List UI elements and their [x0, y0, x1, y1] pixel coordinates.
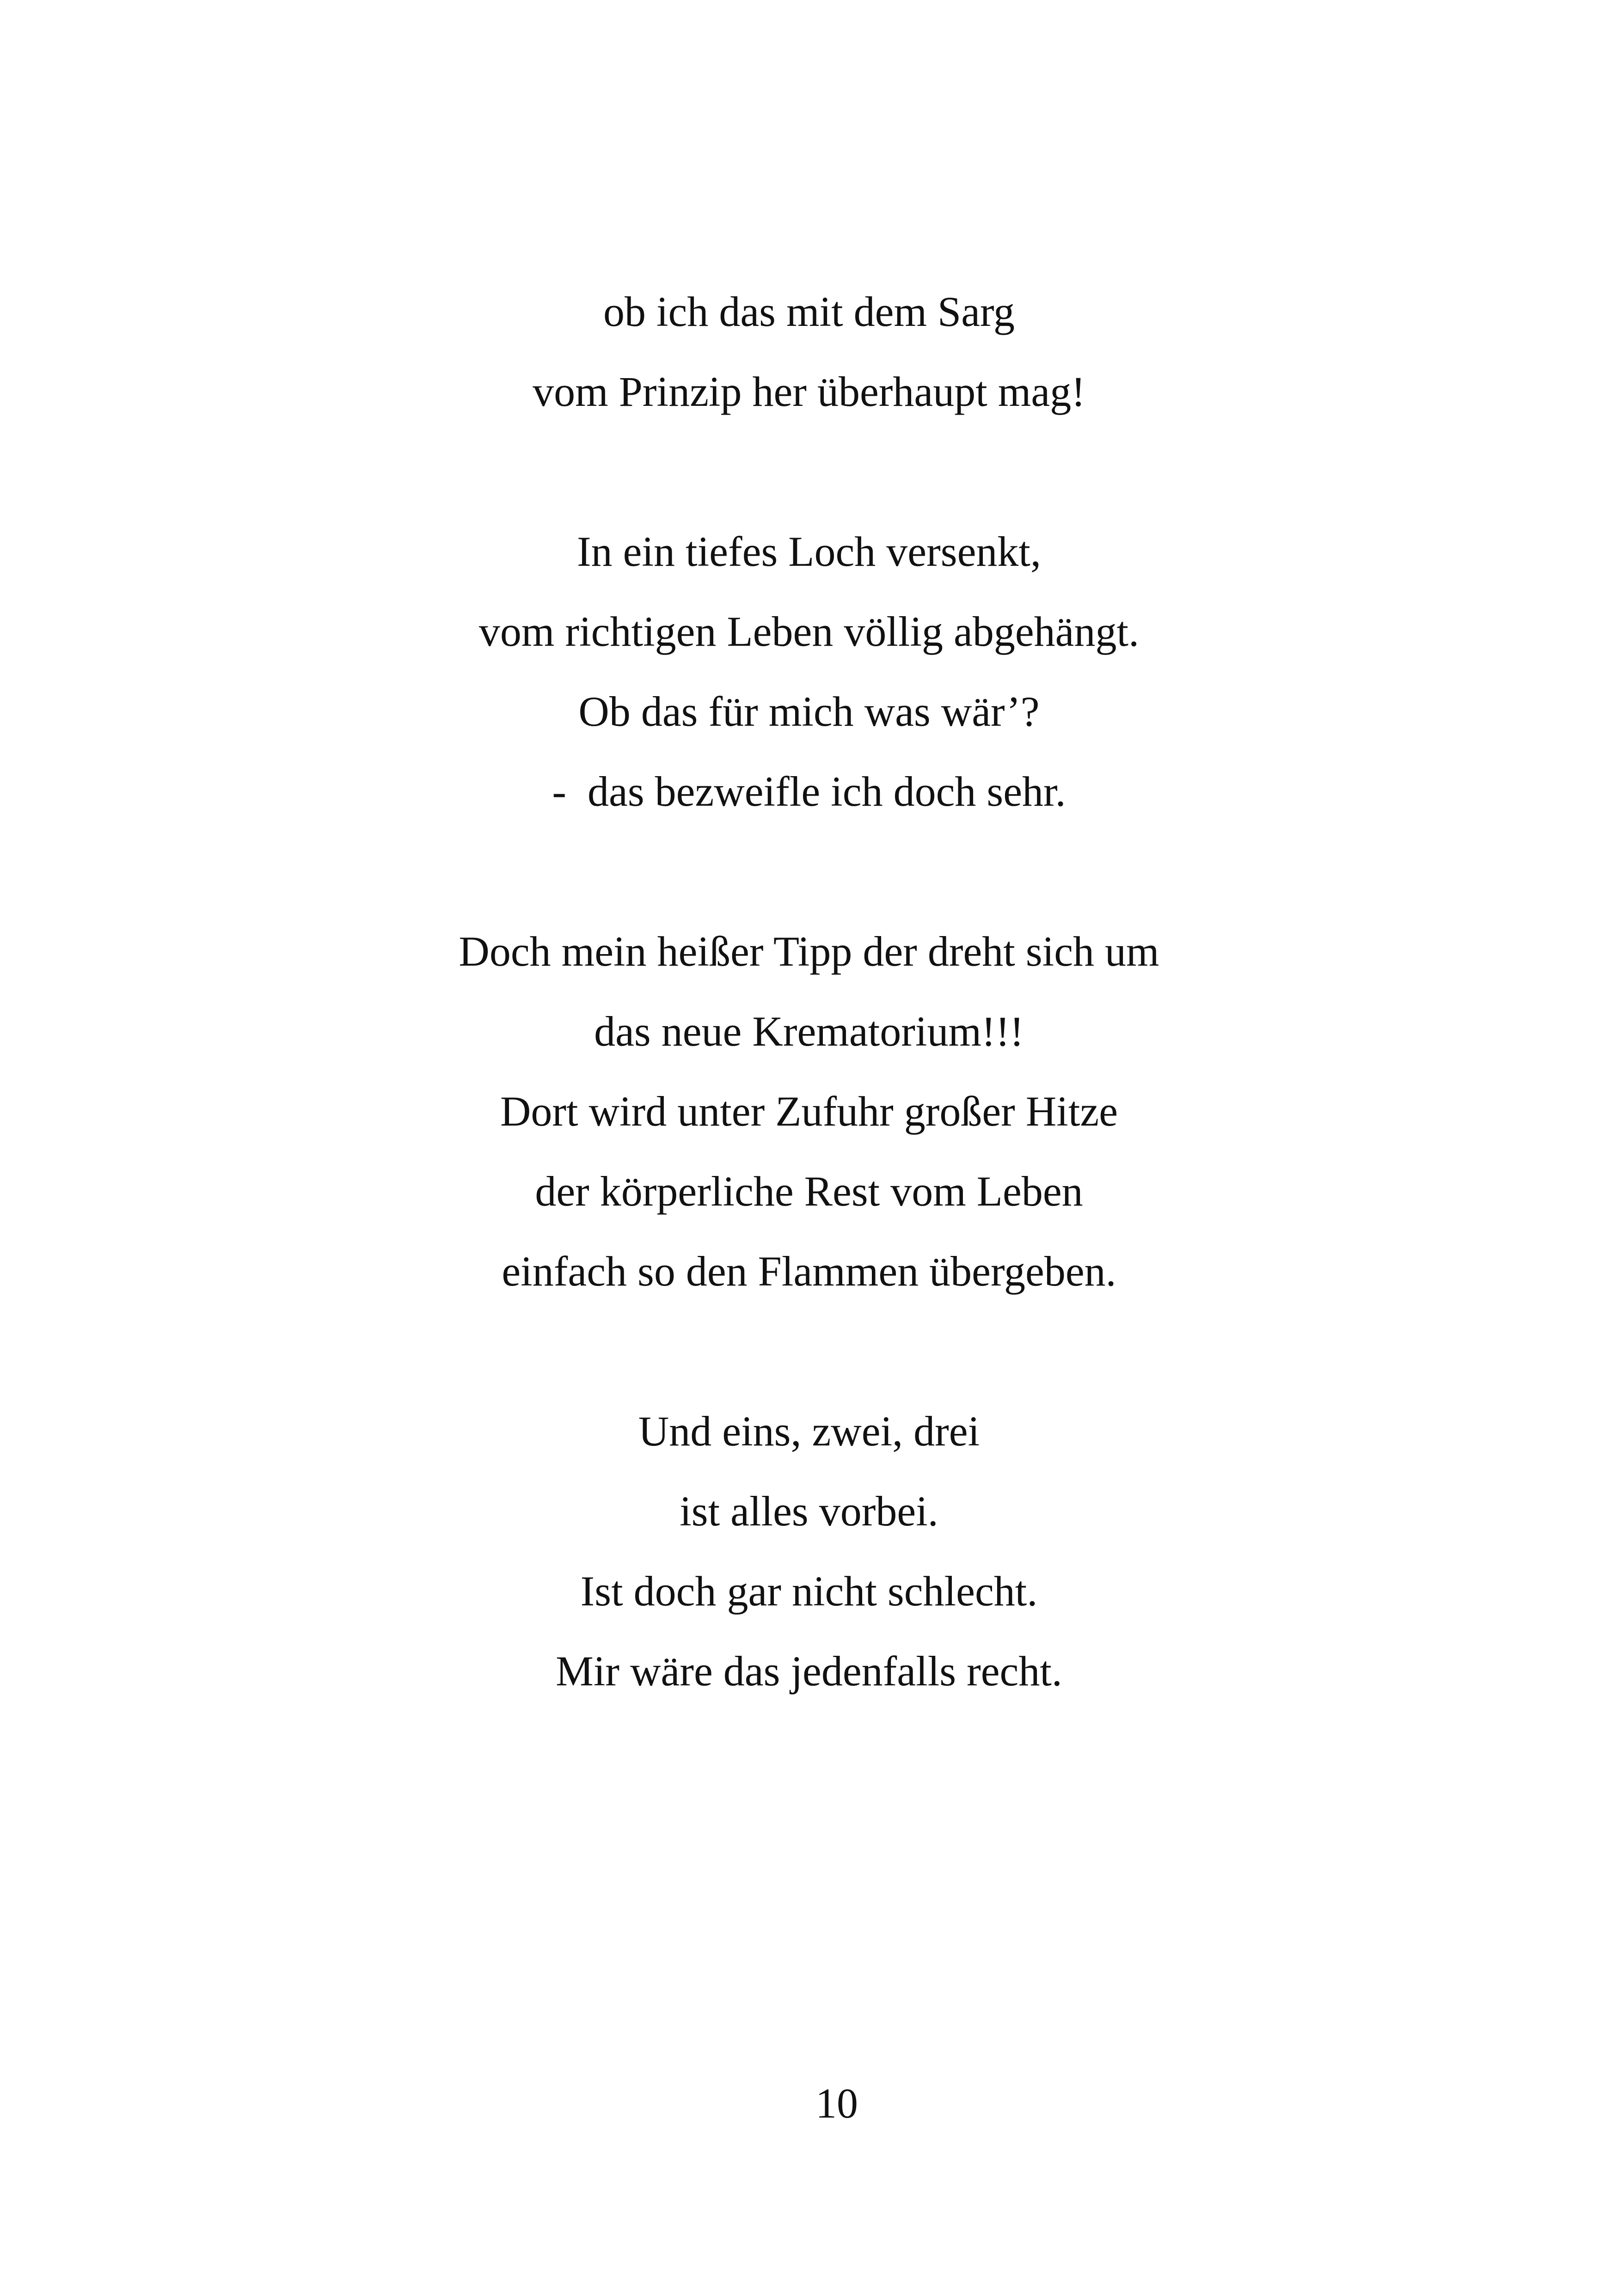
stanza-1	[0, 272, 1618, 432]
poem-line: das neue Krematorium!!!	[594, 1008, 1024, 1055]
poem-line: ob ich das mit dem Sarg	[603, 288, 1015, 335]
poem-line: Und eins, zwei, drei	[638, 1408, 980, 1455]
poem-line: Ist doch gar nicht schlecht.	[580, 1567, 1038, 1615]
poem-line: - das bezweifle ich doch sehr.	[552, 768, 1066, 815]
poem-body	[0, 272, 1618, 1711]
page-number: 10	[815, 2080, 858, 2127]
stanza-4	[0, 1391, 1618, 1711]
poem-line: Doch mein heißer Tipp der dreht sich um	[459, 928, 1159, 975]
stanza-3	[0, 912, 1618, 1311]
poem-line: Ob das für mich was wär’?	[578, 688, 1040, 735]
poem-line: der körperliche Rest vom Leben	[535, 1168, 1083, 1215]
stanza-2	[0, 512, 1618, 832]
poem-line: In ein tiefes Loch versenkt,	[577, 528, 1041, 575]
poem-line: Dort wird unter Zufuhr großer Hitze	[500, 1088, 1118, 1135]
poem-line: vom Prinzip her überhaupt mag!	[533, 368, 1085, 415]
poem-line: einfach so den Flammen übergeben.	[502, 1248, 1116, 1295]
poem-line: ist alles vorbei.	[680, 1488, 938, 1535]
poem-line: Mir wäre das jedenfalls recht.	[556, 1647, 1062, 1695]
poem-line: vom richtigen Leben völlig abgehängt.	[478, 608, 1140, 655]
